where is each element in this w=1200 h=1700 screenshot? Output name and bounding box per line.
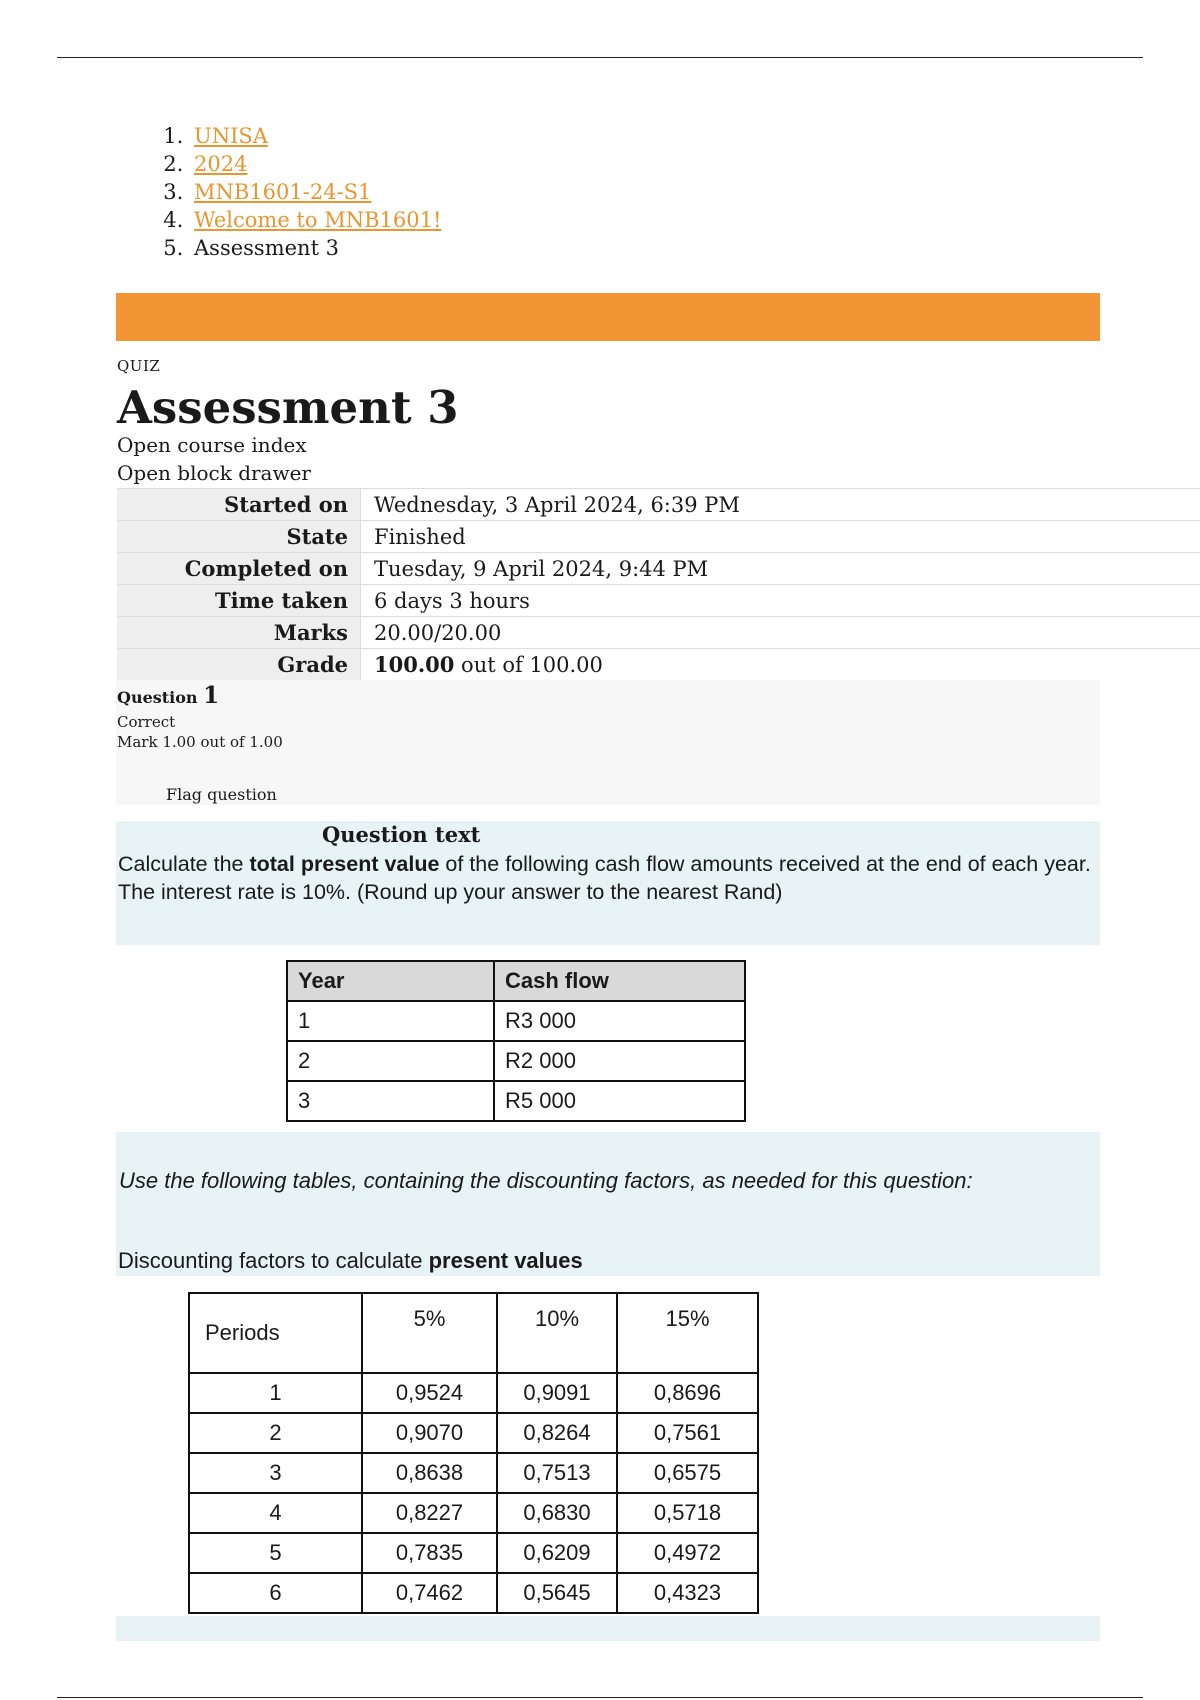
- table-cell: 0,4972: [617, 1533, 758, 1573]
- breadcrumb-link-year[interactable]: 2024: [194, 152, 248, 176]
- column-header-year: Year: [287, 961, 494, 1001]
- table-row: [287, 1041, 745, 1081]
- question-text-part1: Calculate the: [118, 852, 250, 876]
- cash-flow-table: [286, 960, 746, 1122]
- summary-value: 6 days 3 hours: [361, 585, 1200, 617]
- question-number-value: 1: [203, 682, 220, 709]
- table-row: [287, 1001, 745, 1041]
- summary-row-started: [117, 489, 1200, 521]
- summary-label: Marks: [117, 617, 361, 649]
- table-row: [189, 1413, 758, 1453]
- table-row: [189, 1373, 758, 1413]
- summary-value: Tuesday, 9 April 2024, 9:44 PM: [361, 553, 1200, 585]
- breadcrumb: [150, 122, 441, 262]
- table-cell: 0,6209: [497, 1533, 617, 1573]
- table-cell: 0,8638: [362, 1453, 497, 1493]
- column-header-cash-flow: Cash flow: [494, 961, 745, 1001]
- question-number-label: Question: [117, 688, 204, 707]
- question-panel-footer: [116, 1616, 1100, 1641]
- table-cell: 1: [189, 1373, 362, 1413]
- question-text-heading: Question text: [322, 822, 481, 847]
- summary-value: 20.00/20.00: [361, 617, 1200, 649]
- summary-label: Started on: [117, 489, 361, 521]
- question-number: [117, 682, 219, 709]
- breadcrumb-item-current: [190, 234, 441, 262]
- activity-type-label: QUIZ: [117, 357, 161, 375]
- table-cell: 0,4323: [617, 1573, 758, 1613]
- breadcrumb-item-welcome: [190, 206, 441, 234]
- question-mark: Mark 1.00 out of 1.00: [117, 733, 283, 751]
- column-header-5-percent: 5%: [362, 1293, 497, 1373]
- grade-score: 100.00: [374, 652, 455, 677]
- table-cell: 3: [287, 1081, 494, 1121]
- table-cell: 0,8696: [617, 1373, 758, 1413]
- table-row: [189, 1573, 758, 1613]
- table-cell: 4: [189, 1493, 362, 1533]
- summary-row-completed: [117, 553, 1200, 585]
- breadcrumb-item-year: [190, 150, 441, 178]
- summary-label: State: [117, 521, 361, 553]
- question-text-part2: of the following cash flow amounts received at the end of each year. The interest rate is 10%. (Round up your answer to the nearest Rand): [118, 852, 1091, 904]
- table-cell: 0,7462: [362, 1573, 497, 1613]
- instructions-text: Use the following tables, containing the discounting factors, as needed for this question:: [119, 1168, 973, 1193]
- table-row: [189, 1493, 758, 1533]
- flag-question-button[interactable]: Flag question: [166, 785, 277, 804]
- table-cell: 0,7835: [362, 1533, 497, 1573]
- page-title: Assessment 3: [117, 381, 459, 434]
- breadcrumb-item-unisa: [190, 122, 441, 150]
- table-cell: 0,7561: [617, 1413, 758, 1453]
- top-divider: [57, 57, 1143, 58]
- table-cell: R2 000: [494, 1041, 745, 1081]
- table-cell: 0,9091: [497, 1373, 617, 1413]
- table-cell: 1: [287, 1001, 494, 1041]
- table-row: [189, 1453, 758, 1493]
- summary-value: Wednesday, 3 April 2024, 6:39 PM: [361, 489, 1200, 521]
- open-block-drawer-button[interactable]: Open block drawer: [117, 461, 311, 485]
- discount-table-caption: [118, 1248, 583, 1274]
- summary-row-state: [117, 521, 1200, 553]
- open-course-index-button[interactable]: Open course index: [117, 433, 307, 457]
- summary-value: [361, 649, 1200, 681]
- summary-row-time: [117, 585, 1200, 617]
- breadcrumb-link-unisa[interactable]: UNISA: [194, 124, 268, 148]
- bottom-divider: [57, 1697, 1143, 1698]
- table-cell: 0,6830: [497, 1493, 617, 1533]
- grade-suffix: out of 100.00: [454, 653, 603, 677]
- breadcrumb-item-course: [190, 178, 441, 206]
- header-banner: [116, 293, 1100, 341]
- table-cell: 0,5645: [497, 1573, 617, 1613]
- breadcrumb-link-course[interactable]: MNB1601-24-S1: [194, 180, 372, 204]
- table-cell: 3: [189, 1453, 362, 1493]
- table-cell: 0,8264: [497, 1413, 617, 1453]
- question-text: [118, 850, 1098, 906]
- column-header-periods: Periods: [189, 1293, 362, 1373]
- attempt-summary-table: [117, 488, 1200, 680]
- question-state: Correct: [117, 713, 176, 731]
- summary-row-grade: [117, 649, 1200, 681]
- table-cell: 0,6575: [617, 1453, 758, 1493]
- caption-bold: present values: [428, 1248, 583, 1273]
- question-text-bold: total present value: [249, 852, 440, 876]
- table-cell: R3 000: [494, 1001, 745, 1041]
- table-cell: 0,9070: [362, 1413, 497, 1453]
- table-cell: 0,7513: [497, 1453, 617, 1493]
- summary-label: Grade: [117, 649, 361, 681]
- summary-label: Time taken: [117, 585, 361, 617]
- table-header-row: [287, 961, 745, 1001]
- table-row: [189, 1533, 758, 1573]
- table-cell: 5: [189, 1533, 362, 1573]
- table-cell: 0,8227: [362, 1493, 497, 1533]
- summary-value: Finished: [361, 521, 1200, 553]
- caption-prefix: Discounting factors to calculate: [118, 1248, 429, 1273]
- breadcrumb-current: Assessment 3: [194, 236, 340, 260]
- column-header-10-percent: 10%: [497, 1293, 617, 1373]
- summary-row-marks: [117, 617, 1200, 649]
- summary-label: Completed on: [117, 553, 361, 585]
- table-cell: R5 000: [494, 1081, 745, 1121]
- discount-factor-table: [188, 1292, 759, 1614]
- table-header-row: [189, 1293, 758, 1373]
- table-cell: 0,5718: [617, 1493, 758, 1533]
- column-header-15-percent: 15%: [617, 1293, 758, 1373]
- table-cell: 6: [189, 1573, 362, 1613]
- table-cell: 2: [189, 1413, 362, 1453]
- table-cell: 2: [287, 1041, 494, 1081]
- breadcrumb-link-welcome[interactable]: Welcome to MNB1601!: [194, 208, 442, 232]
- table-cell: 0,9524: [362, 1373, 497, 1413]
- table-row: [287, 1081, 745, 1121]
